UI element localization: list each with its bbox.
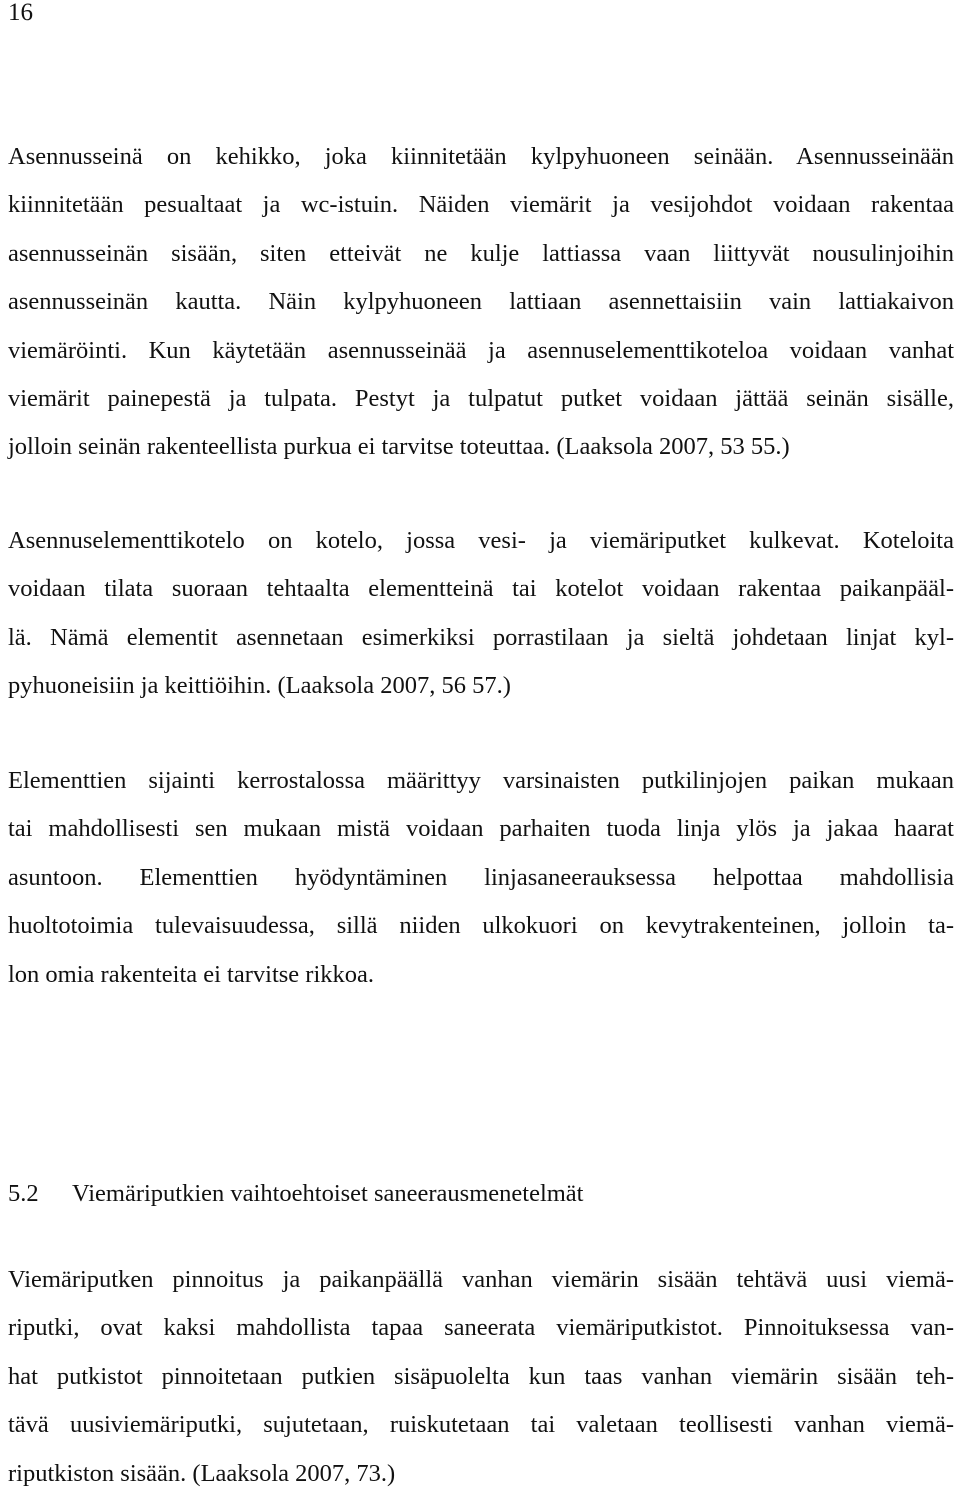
text-line: Asennuselementtikotelo on kotelo, jossa vesi- ja viemäriputket kulkevat. Koteloita <box>8 527 954 554</box>
paragraph-asennusseina <box>8 133 954 472</box>
text-line: riputki, ovat kaksi mahdollista tapaa saneerata viemäriputkistot. Pinnoituksessa van- <box>8 1314 954 1342</box>
text-line: voidaan tilata suoraan tehtaalta elementteinä tai kotelot voidaan rakentaa paikanpääl- <box>8 575 954 603</box>
paragraph-asennuselementtikotelo <box>8 517 954 711</box>
text-line: tävä uusiviemäriputki, sujutetaan, ruiskutetaan tai valetaan teollisesti vanhan viemä- <box>8 1411 954 1439</box>
paragraph-viemariputken-pinnoitus <box>8 1256 954 1498</box>
text-line: Elementtien sijainti kerrostalossa määrittyy varsinaisten putkilinjojen paikan mukaan <box>8 767 954 794</box>
text-line: hat putkistot pinnoitetaan putkien sisäpuolelta kun taas vanhan viemärin sisään teh- <box>8 1362 954 1390</box>
text-line: lä. Nämä elementit asennetaan esimerkiksi porrastilaan ja sieltä johdetaan linjat kyl- <box>8 623 954 651</box>
text-line: huoltotoimia tulevaisuudessa, sillä niiden ulkokuori on kevytrakenteinen, jolloin ta- <box>8 912 954 940</box>
text-line: Viemäriputken pinnoitus ja paikanpäällä vanhan viemärin sisään tehtävä uusi viemä- <box>8 1266 954 1293</box>
page-number: 16 <box>8 0 33 26</box>
section-title: Viemäriputkien vaihtoehtoiset saneerausmenetelmät <box>72 1180 584 1207</box>
text-line: jolloin seinän rakenteellista purkua ei tarvitse toteuttaa. (Laaksola 2007, 53 55.) <box>8 433 790 461</box>
paragraph-elementtien-sijainti <box>8 757 954 999</box>
section-heading <box>8 1174 584 1214</box>
text-line: tai mahdollisesti sen mukaan mistä voidaan parhaiten tuoda linja ylös ja jakaa haarat <box>8 815 954 843</box>
text-line: asennusseinän kautta. Näin kylpyhuoneen lattiaan asennettaisiin vain lattiakaivon <box>8 288 954 316</box>
text-line: asennusseinän sisään, siten etteivät ne kulje lattiassa vaan liittyvät nousulinjoihin <box>8 239 954 267</box>
text-line: Asennusseinä on kehikko, joka kiinnitetään kylpyhuoneen seinään. Asennusseinään <box>8 143 954 170</box>
text-line: riputkiston sisään. (Laaksola 2007, 73.) <box>8 1459 396 1487</box>
text-line: lon omia rakenteita ei tarvitse rikkoa. <box>8 960 375 988</box>
text-line: kiinnitetään pesualtaat ja wc-istuin. Näiden viemärit ja vesijohdot voidaan rakentaa <box>8 191 954 219</box>
text-line: viemärit painepestä ja tulpata. Pestyt ja tulpatut putket voidaan jättää seinän sisälle, <box>8 384 954 412</box>
section-number: 5.2 <box>8 1180 39 1207</box>
text-line: viemäröinti. Kun käytetään asennusseinää ja asennuselementtikoteloa voidaan vanhat <box>8 336 954 364</box>
text-line: asuntoon. Elementtien hyödyntäminen linjasaneerauksessa helpottaa mahdollisia <box>8 863 954 891</box>
text-line: pyhuoneisiin ja keittiöihin. (Laaksola 2007, 56 57.) <box>8 672 511 700</box>
